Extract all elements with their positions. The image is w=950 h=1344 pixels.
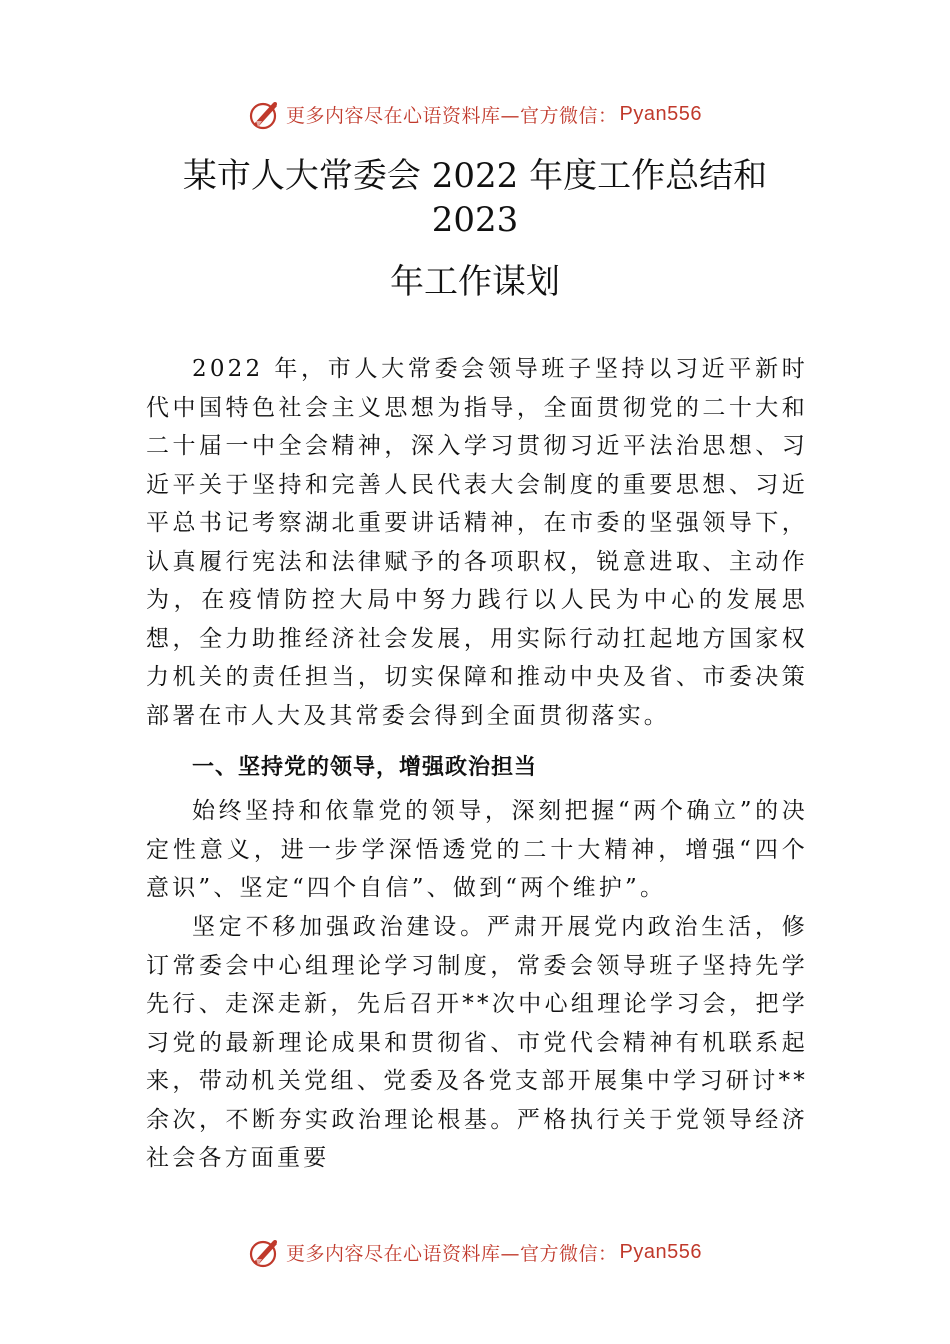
section-heading-1: 一、坚持党的领导，增强政治担当	[192, 755, 538, 780]
header-banner	[0, 94, 950, 134]
banner-text: 更多内容尽在心语资料库—官方微信：	[286, 104, 618, 127]
document-title-line3: 年工作谋划	[390, 262, 560, 302]
wechat-id: Pyan556	[619, 102, 702, 125]
wechat-id: Pyan556	[619, 1240, 702, 1263]
banner-text: 更多内容尽在心语资料库—官方微信：	[286, 1242, 618, 1265]
paragraph-intro: 2022 年，市人大常委会领导班子坚持以习近平新时代中国特色社会主义思想为指导，全面贯彻党的二十大和二十届一中全会精神，深入学习贯彻习近平法治思想、习近平关于坚持和完善人民代表大会制度的重要思想、习近平总书记考察湖北重要讲话精神，在市委的坚强领导下，认真履行宪法和法律赋予的各项职权，锐意进取、主动作为，在疫情防控大局中努力践行以人民为中心的发展思想，全力助推经济社会发展，用实际行动扛起地方国家权力机关的责任担当，切实保障和推动中央及省、市委决策部署在市人大及其常委会得到全面贯彻落实。	[146, 356, 808, 729]
pen-logo-icon	[248, 1235, 282, 1269]
footer-banner	[0, 1232, 950, 1272]
paragraph-3: 坚定不移加强政治建设。严肃开展党内政治生活，修订常委会中心组理论学习制度，常委会领导班子坚持先学先行、走深走新，先后召开**次中心组理论学习会，把学习党的最新理论成果和贯彻省、市党代会精神有机联系起来，带动机关党组、党委及各党支部开展集中学习研讨**余次，不断夯实政治理论根基。严格执行关于党领导经济社会各方面重要	[146, 914, 808, 1171]
document-title-line1: 某市人大常委会 2022 年度工作总结和	[182, 156, 768, 196]
paragraph-2: 始终坚持和依靠党的领导，深刻把握“两个确立”的决定性意义，进一步学深悟透党的二十大精神，增强“四个意识”、坚定“四个自信”、做到“两个维护”。	[146, 798, 808, 901]
pen-logo-icon	[248, 97, 282, 131]
document-title-line2: 2023	[431, 200, 519, 240]
